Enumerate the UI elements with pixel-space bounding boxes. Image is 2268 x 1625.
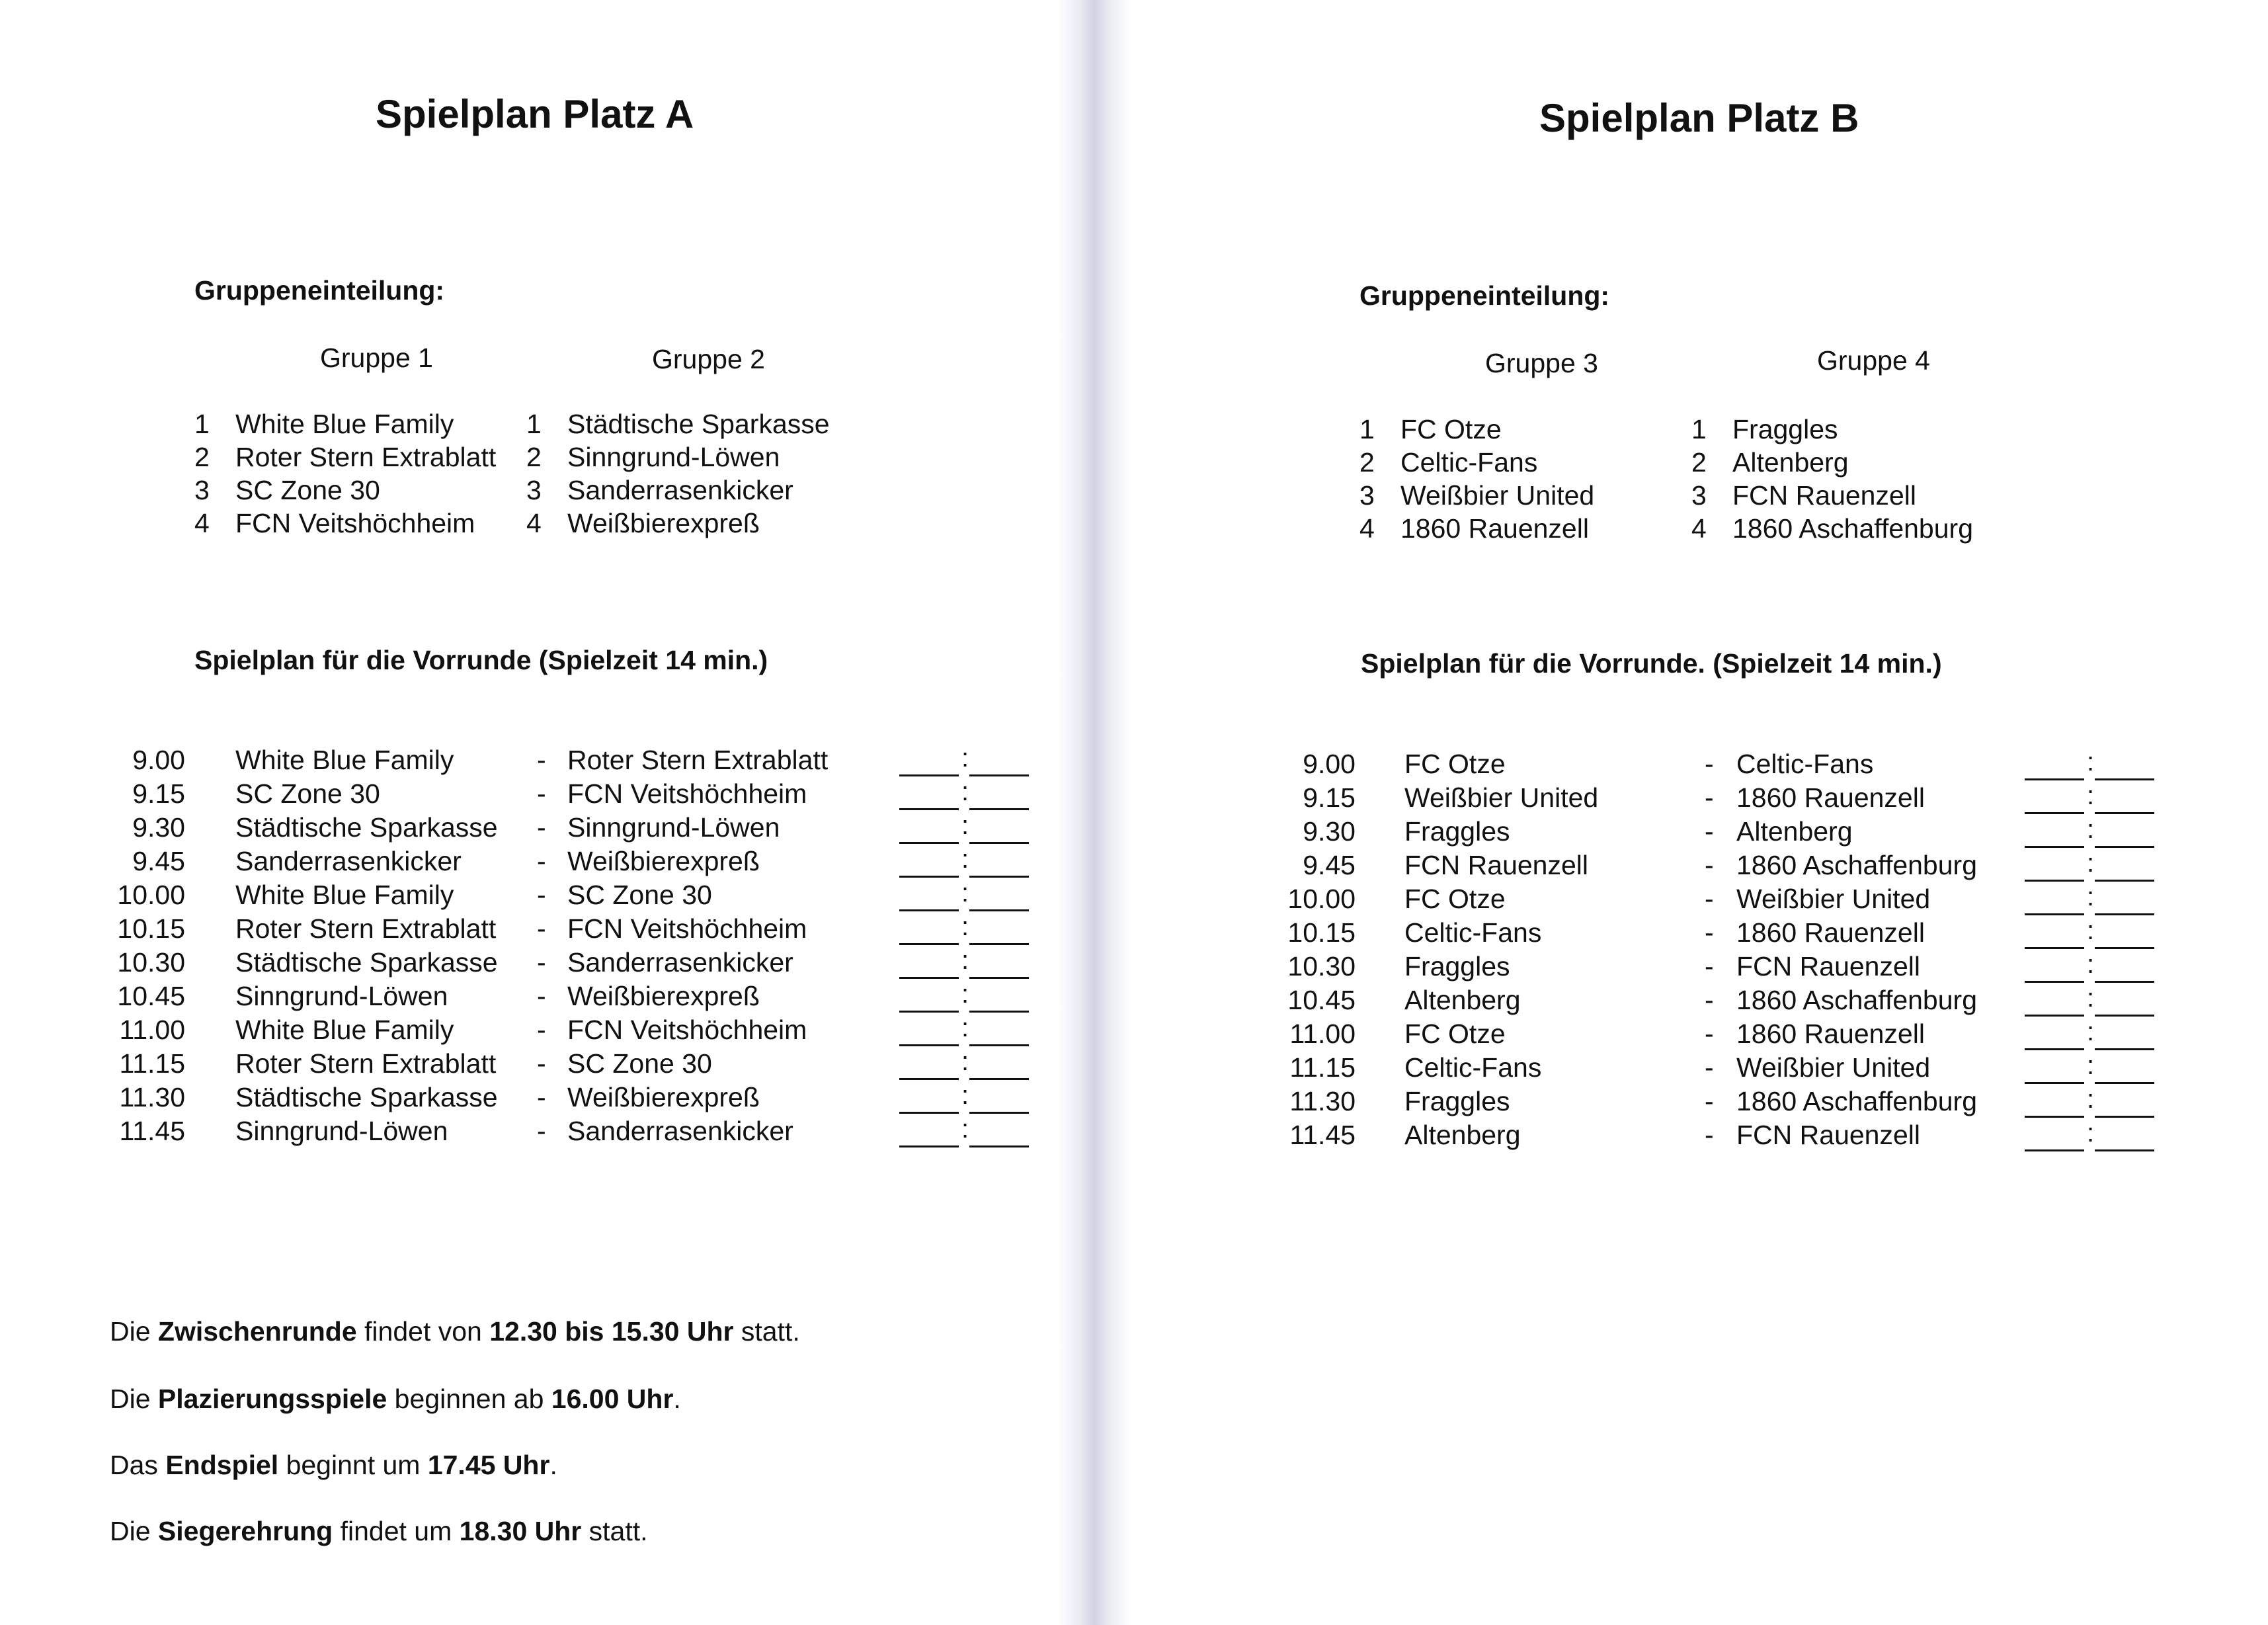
note-line	[110, 1384, 681, 1415]
score-blank-home	[899, 808, 959, 810]
schedule-heading: Spielplan für die Vorrunde (Spielzeit 14 min.)	[194, 645, 768, 675]
score-field	[2025, 951, 2154, 983]
score-field	[2025, 1019, 2154, 1050]
match-separator: -	[537, 1116, 546, 1146]
score-field	[2025, 850, 2154, 882]
home-team: FCN Rauenzell	[1404, 850, 1588, 880]
home-team: FC Otze	[1404, 749, 1506, 779]
away-team: 1860 Rauenzell	[1736, 917, 1925, 948]
note-text: findet von	[356, 1316, 490, 1347]
away-team: Sanderrasenkicker	[567, 947, 793, 978]
note-text: statt.	[581, 1516, 648, 1546]
score-blank-home	[899, 842, 959, 844]
group-name: Gruppe 3	[1485, 348, 1598, 378]
match-separator: -	[1705, 1019, 1714, 1049]
note-emphasis: 16.00 Uhr	[551, 1384, 674, 1414]
score-field	[2025, 1120, 2154, 1151]
team-number: 2	[526, 442, 542, 472]
match-separator: -	[1705, 1120, 1714, 1150]
score-field	[899, 913, 1029, 945]
team-number: 2	[1691, 447, 1707, 478]
score-blank-home	[2025, 1015, 2084, 1017]
score-blank-away	[2095, 1116, 2154, 1118]
match-time: 11.30	[1289, 1086, 1356, 1116]
score-field	[899, 778, 1029, 810]
match-separator: -	[1705, 782, 1714, 813]
match-separator: -	[1705, 884, 1714, 914]
match-separator: -	[537, 812, 546, 843]
score-field	[2025, 1052, 2154, 1084]
score-blank-away	[2095, 1015, 2154, 1017]
score-colon: :	[2087, 916, 2095, 945]
match-time: 9.30	[132, 812, 185, 843]
note-text: Das	[110, 1450, 166, 1480]
score-blank-away	[2095, 778, 2154, 780]
score-blank-home	[899, 774, 959, 776]
match-time: 11.45	[119, 1116, 185, 1146]
home-team: White Blue Family	[235, 745, 454, 775]
match-row	[0, 1015, 1032, 1048]
page-fold-shadow	[1058, 0, 1131, 1625]
team-list-item	[0, 409, 992, 442]
team-list-item	[1164, 414, 2156, 447]
note-text: Die	[110, 1316, 158, 1347]
note-text: .	[673, 1384, 681, 1414]
note-emphasis: Plazierungsspiele	[157, 1384, 387, 1414]
match-time: 11.15	[119, 1048, 185, 1079]
score-blank-away	[969, 842, 1029, 844]
note-line	[110, 1516, 648, 1547]
score-blank-away	[969, 943, 1029, 945]
match-row	[1164, 816, 2195, 850]
score-colon: :	[2087, 983, 2095, 1013]
team-number: 1	[1359, 414, 1375, 444]
match-row	[1164, 782, 2195, 816]
away-team: Sanderrasenkicker	[567, 1116, 793, 1146]
match-row	[0, 1116, 1032, 1149]
away-team: 1860 Rauenzell	[1736, 1019, 1925, 1049]
score-blank-away	[969, 977, 1029, 979]
match-time: 11.00	[119, 1015, 185, 1045]
note-emphasis: Endspiel	[165, 1450, 279, 1480]
score-field	[2025, 782, 2154, 814]
match-separator: -	[1705, 816, 1714, 847]
score-colon: :	[961, 1114, 969, 1144]
team-number: 2	[1359, 447, 1375, 478]
score-colon: :	[2087, 781, 2095, 810]
match-separator: -	[537, 745, 546, 775]
note-emphasis: 12.30 bis 15.30 Uhr	[489, 1316, 734, 1347]
team-number: 1	[194, 409, 210, 439]
score-blank-home	[2025, 947, 2084, 949]
team-name: FCN Veitshöchheim	[235, 508, 475, 538]
home-team: Celtic-Fans	[1404, 1052, 1542, 1083]
score-blank-home	[899, 876, 959, 878]
score-field	[899, 1048, 1029, 1080]
score-colon: :	[2087, 1017, 2095, 1046]
match-row	[1164, 749, 2195, 782]
note-text: Die	[110, 1384, 158, 1414]
match-separator: -	[1705, 1086, 1714, 1116]
match-row	[0, 981, 1032, 1015]
match-time: 10.00	[1287, 884, 1356, 914]
match-separator: -	[1705, 749, 1714, 779]
team-name: Altenberg	[1732, 447, 1849, 478]
match-separator: -	[1705, 951, 1714, 981]
team-number: 4	[1359, 513, 1375, 544]
match-time: 10.00	[117, 880, 185, 910]
score-colon: :	[961, 777, 969, 806]
sheet-title: Spielplan Platz A	[376, 92, 694, 136]
score-blank-away	[2095, 1048, 2154, 1050]
score-colon: :	[2087, 1118, 2095, 1147]
home-team: SC Zone 30	[235, 778, 380, 809]
team-name: Sanderrasenkicker	[567, 475, 793, 505]
team-name: Sinngrund-Löwen	[567, 442, 780, 472]
team-list-item	[1164, 480, 2156, 513]
team-number: 3	[194, 475, 210, 505]
score-field	[899, 947, 1029, 979]
away-team: Celtic-Fans	[1736, 749, 1874, 779]
score-field	[899, 1082, 1029, 1114]
score-colon: :	[961, 845, 969, 874]
home-team: Roter Stern Extrablatt	[235, 1048, 497, 1079]
score-field	[899, 745, 1029, 776]
note-text: findet um	[333, 1516, 460, 1546]
score-colon: :	[2087, 1051, 2095, 1080]
match-time: 9.45	[1303, 850, 1356, 880]
home-team: Altenberg	[1404, 985, 1521, 1015]
match-separator: -	[537, 1015, 546, 1045]
team-number: 3	[526, 475, 542, 505]
away-team: 1860 Aschaffenburg	[1736, 1086, 1977, 1116]
score-blank-away	[2095, 981, 2154, 983]
match-row	[1164, 917, 2195, 951]
team-name: Weißbier United	[1400, 480, 1595, 511]
match-separator: -	[1705, 985, 1714, 1015]
match-separator: -	[537, 981, 546, 1011]
score-field	[2025, 816, 2154, 848]
score-blank-home	[2025, 981, 2084, 983]
home-team: Celtic-Fans	[1404, 917, 1542, 948]
score-blank-home	[899, 977, 959, 979]
score-colon: :	[961, 1047, 969, 1076]
team-name: Celtic-Fans	[1400, 447, 1538, 478]
team-list-item	[0, 508, 992, 541]
note-text: beginnt um	[278, 1450, 428, 1480]
team-list-item	[1164, 513, 2156, 546]
score-blank-away	[969, 1112, 1029, 1114]
match-time: 11.45	[1289, 1120, 1356, 1150]
away-team: FCN Rauenzell	[1736, 1120, 1920, 1150]
away-team: FCN Veitshöchheim	[567, 913, 807, 944]
team-number: 2	[194, 442, 210, 472]
score-blank-away	[2095, 1082, 2154, 1084]
note-text: .	[549, 1450, 557, 1480]
score-blank-home	[2025, 812, 2084, 814]
sheet-title: Spielplan Platz B	[1539, 96, 1859, 140]
sheet-platz-b	[1164, 0, 2222, 1625]
score-colon: :	[2087, 1085, 2095, 1114]
match-row	[1164, 1019, 2195, 1052]
score-colon: :	[961, 946, 969, 975]
score-blank-away	[2095, 1149, 2154, 1151]
team-number: 4	[194, 508, 210, 538]
team-number: 1	[1691, 414, 1707, 444]
team-list-item	[1164, 447, 2156, 480]
match-separator: -	[537, 846, 546, 876]
home-team: Sinngrund-Löwen	[235, 981, 448, 1011]
match-separator: -	[1705, 850, 1714, 880]
score-colon: :	[961, 878, 969, 907]
groups-heading: Gruppeneinteilung:	[1359, 280, 1610, 311]
score-field	[899, 981, 1029, 1013]
note-text: statt.	[733, 1316, 800, 1347]
score-blank-home	[899, 909, 959, 911]
match-separator: -	[537, 880, 546, 910]
score-field	[899, 1015, 1029, 1046]
home-team: FC Otze	[1404, 884, 1506, 914]
home-team: Städtische Sparkasse	[235, 812, 498, 843]
note-text: Die	[110, 1516, 158, 1546]
match-time: 10.15	[1287, 917, 1356, 948]
score-colon: :	[2087, 849, 2095, 878]
away-team: Sinngrund-Löwen	[567, 812, 780, 843]
score-blank-away	[2095, 812, 2154, 814]
note-emphasis: Siegerehrung	[157, 1516, 333, 1546]
score-colon: :	[961, 811, 969, 840]
away-team: SC Zone 30	[567, 1048, 712, 1079]
note-text: beginnen ab	[387, 1384, 551, 1414]
score-field	[2025, 1086, 2154, 1118]
match-time: 10.45	[1287, 985, 1356, 1015]
note-emphasis: Zwischenrunde	[157, 1316, 357, 1347]
team-name: Städtische Sparkasse	[567, 409, 830, 439]
score-blank-away	[969, 774, 1029, 776]
score-blank-home	[2025, 1149, 2084, 1151]
score-colon: :	[961, 1081, 969, 1110]
score-blank-away	[2095, 913, 2154, 915]
group-name: Gruppe 2	[652, 344, 765, 374]
score-colon: :	[961, 979, 969, 1009]
score-blank-home	[899, 943, 959, 945]
match-row	[1164, 1052, 2195, 1086]
score-blank-home	[899, 1044, 959, 1046]
away-team: 1860 Aschaffenburg	[1736, 985, 1977, 1015]
score-colon: :	[961, 1013, 969, 1042]
match-row	[0, 745, 1032, 778]
group-name: Gruppe 4	[1817, 345, 1930, 376]
team-name: Fraggles	[1732, 414, 1838, 444]
score-blank-away	[2095, 880, 2154, 882]
match-time: 10.15	[117, 913, 185, 944]
score-blank-home	[2025, 913, 2084, 915]
team-name: 1860 Rauenzell	[1400, 513, 1589, 544]
match-separator: -	[537, 1082, 546, 1112]
score-colon: :	[961, 743, 969, 772]
away-team: Weißbierexpreß	[567, 1082, 760, 1112]
match-time: 9.00	[132, 745, 185, 775]
team-number: 3	[1691, 480, 1707, 511]
away-team: FCN Veitshöchheim	[567, 778, 807, 809]
score-field	[899, 846, 1029, 878]
score-blank-home	[899, 1011, 959, 1013]
score-blank-away	[2095, 846, 2154, 848]
match-row	[0, 812, 1032, 846]
home-team: Sinngrund-Löwen	[235, 1116, 448, 1146]
team-number: 3	[1359, 480, 1375, 511]
team-name: FCN Rauenzell	[1732, 480, 1916, 511]
team-name: Weißbierexpreß	[567, 508, 760, 538]
note-emphasis: 17.45 Uhr	[427, 1450, 550, 1480]
match-time: 10.45	[117, 981, 185, 1011]
match-separator: -	[537, 1048, 546, 1079]
score-colon: :	[2087, 950, 2095, 979]
score-blank-home	[899, 1146, 959, 1147]
match-row	[0, 778, 1032, 812]
team-list-item	[0, 475, 992, 508]
away-team: Weißbierexpreß	[567, 981, 760, 1011]
team-name: 1860 Aschaffenburg	[1732, 513, 1973, 544]
score-blank-home	[899, 1112, 959, 1114]
score-field	[899, 1116, 1029, 1147]
score-field	[2025, 749, 2154, 780]
score-blank-home	[2025, 1116, 2084, 1118]
team-number: 4	[526, 508, 542, 538]
home-team: Fraggles	[1404, 951, 1510, 981]
team-name: Roter Stern Extrablatt	[235, 442, 497, 472]
match-time: 10.30	[117, 947, 185, 978]
team-number: 1	[526, 409, 542, 439]
note-line	[110, 1450, 557, 1481]
match-row	[0, 880, 1032, 913]
score-blank-away	[969, 909, 1029, 911]
match-time: 11.15	[1289, 1052, 1356, 1083]
away-team: Weißbier United	[1736, 884, 1931, 914]
match-time: 9.15	[132, 778, 185, 809]
home-team: Roter Stern Extrablatt	[235, 913, 497, 944]
away-team: SC Zone 30	[567, 880, 712, 910]
home-team: Städtische Sparkasse	[235, 1082, 498, 1112]
home-team: Sanderrasenkicker	[235, 846, 462, 876]
home-team: Altenberg	[1404, 1120, 1521, 1150]
score-field	[899, 880, 1029, 911]
groups-heading: Gruppeneinteilung:	[194, 275, 445, 306]
match-time: 11.00	[1289, 1019, 1356, 1049]
score-colon: :	[961, 912, 969, 941]
team-number: 4	[1691, 513, 1707, 544]
away-team: 1860 Aschaffenburg	[1736, 850, 1977, 880]
score-blank-away	[969, 1146, 1029, 1147]
team-name: SC Zone 30	[235, 475, 380, 505]
match-time: 9.15	[1303, 782, 1356, 813]
score-blank-home	[2025, 880, 2084, 882]
team-list-item	[0, 442, 992, 475]
score-blank-away	[969, 876, 1029, 878]
match-row	[1164, 884, 2195, 917]
match-separator: -	[537, 913, 546, 944]
home-team: White Blue Family	[235, 880, 454, 910]
sheet-platz-a	[0, 0, 1058, 1625]
score-field	[899, 812, 1029, 844]
score-blank-home	[2025, 846, 2084, 848]
match-time: 11.30	[119, 1082, 185, 1112]
score-field	[2025, 884, 2154, 915]
match-time: 10.30	[1287, 951, 1356, 981]
home-team: White Blue Family	[235, 1015, 454, 1045]
home-team: Fraggles	[1404, 1086, 1510, 1116]
group-name: Gruppe 1	[320, 343, 433, 373]
match-row	[1164, 985, 2195, 1019]
score-blank-home	[899, 1078, 959, 1080]
match-separator: -	[537, 778, 546, 809]
match-separator: -	[1705, 1052, 1714, 1083]
note-emphasis: 18.30 Uhr	[459, 1516, 582, 1546]
match-row	[1164, 1120, 2195, 1153]
score-blank-away	[969, 1078, 1029, 1080]
match-row	[0, 1082, 1032, 1116]
score-blank-away	[969, 1011, 1029, 1013]
score-field	[2025, 985, 2154, 1017]
team-name: FC Otze	[1400, 414, 1502, 444]
away-team: FCN Veitshöchheim	[567, 1015, 807, 1045]
match-row	[0, 1048, 1032, 1082]
home-team: FC Otze	[1404, 1019, 1506, 1049]
score-colon: :	[2087, 815, 2095, 844]
home-team: Fraggles	[1404, 816, 1510, 847]
score-colon: :	[2087, 747, 2095, 776]
match-separator: -	[1705, 917, 1714, 948]
match-row	[0, 846, 1032, 880]
match-time: 9.00	[1303, 749, 1356, 779]
match-time: 9.30	[1303, 816, 1356, 847]
away-team: Weißbier United	[1736, 1052, 1931, 1083]
schedule-heading: Spielplan für die Vorrunde. (Spielzeit 14 min.)	[1361, 648, 1942, 679]
match-time: 9.45	[132, 846, 185, 876]
away-team: Weißbierexpreß	[567, 846, 760, 876]
score-blank-home	[2025, 1048, 2084, 1050]
match-row	[0, 947, 1032, 981]
match-separator: -	[537, 947, 546, 978]
match-row	[1164, 951, 2195, 985]
away-team: Roter Stern Extrablatt	[567, 745, 829, 775]
note-line	[110, 1316, 800, 1347]
match-row	[1164, 1086, 2195, 1120]
score-blank-away	[969, 1044, 1029, 1046]
away-team: Altenberg	[1736, 816, 1853, 847]
away-team: FCN Rauenzell	[1736, 951, 1920, 981]
score-blank-away	[969, 808, 1029, 810]
score-blank-home	[2025, 778, 2084, 780]
score-field	[2025, 917, 2154, 949]
match-row	[1164, 850, 2195, 884]
home-team: Städtische Sparkasse	[235, 947, 498, 978]
match-row	[0, 913, 1032, 947]
home-team: Weißbier United	[1404, 782, 1599, 813]
team-name: White Blue Family	[235, 409, 454, 439]
score-blank-home	[2025, 1082, 2084, 1084]
score-blank-away	[2095, 947, 2154, 949]
away-team: 1860 Rauenzell	[1736, 782, 1925, 813]
score-colon: :	[2087, 882, 2095, 911]
